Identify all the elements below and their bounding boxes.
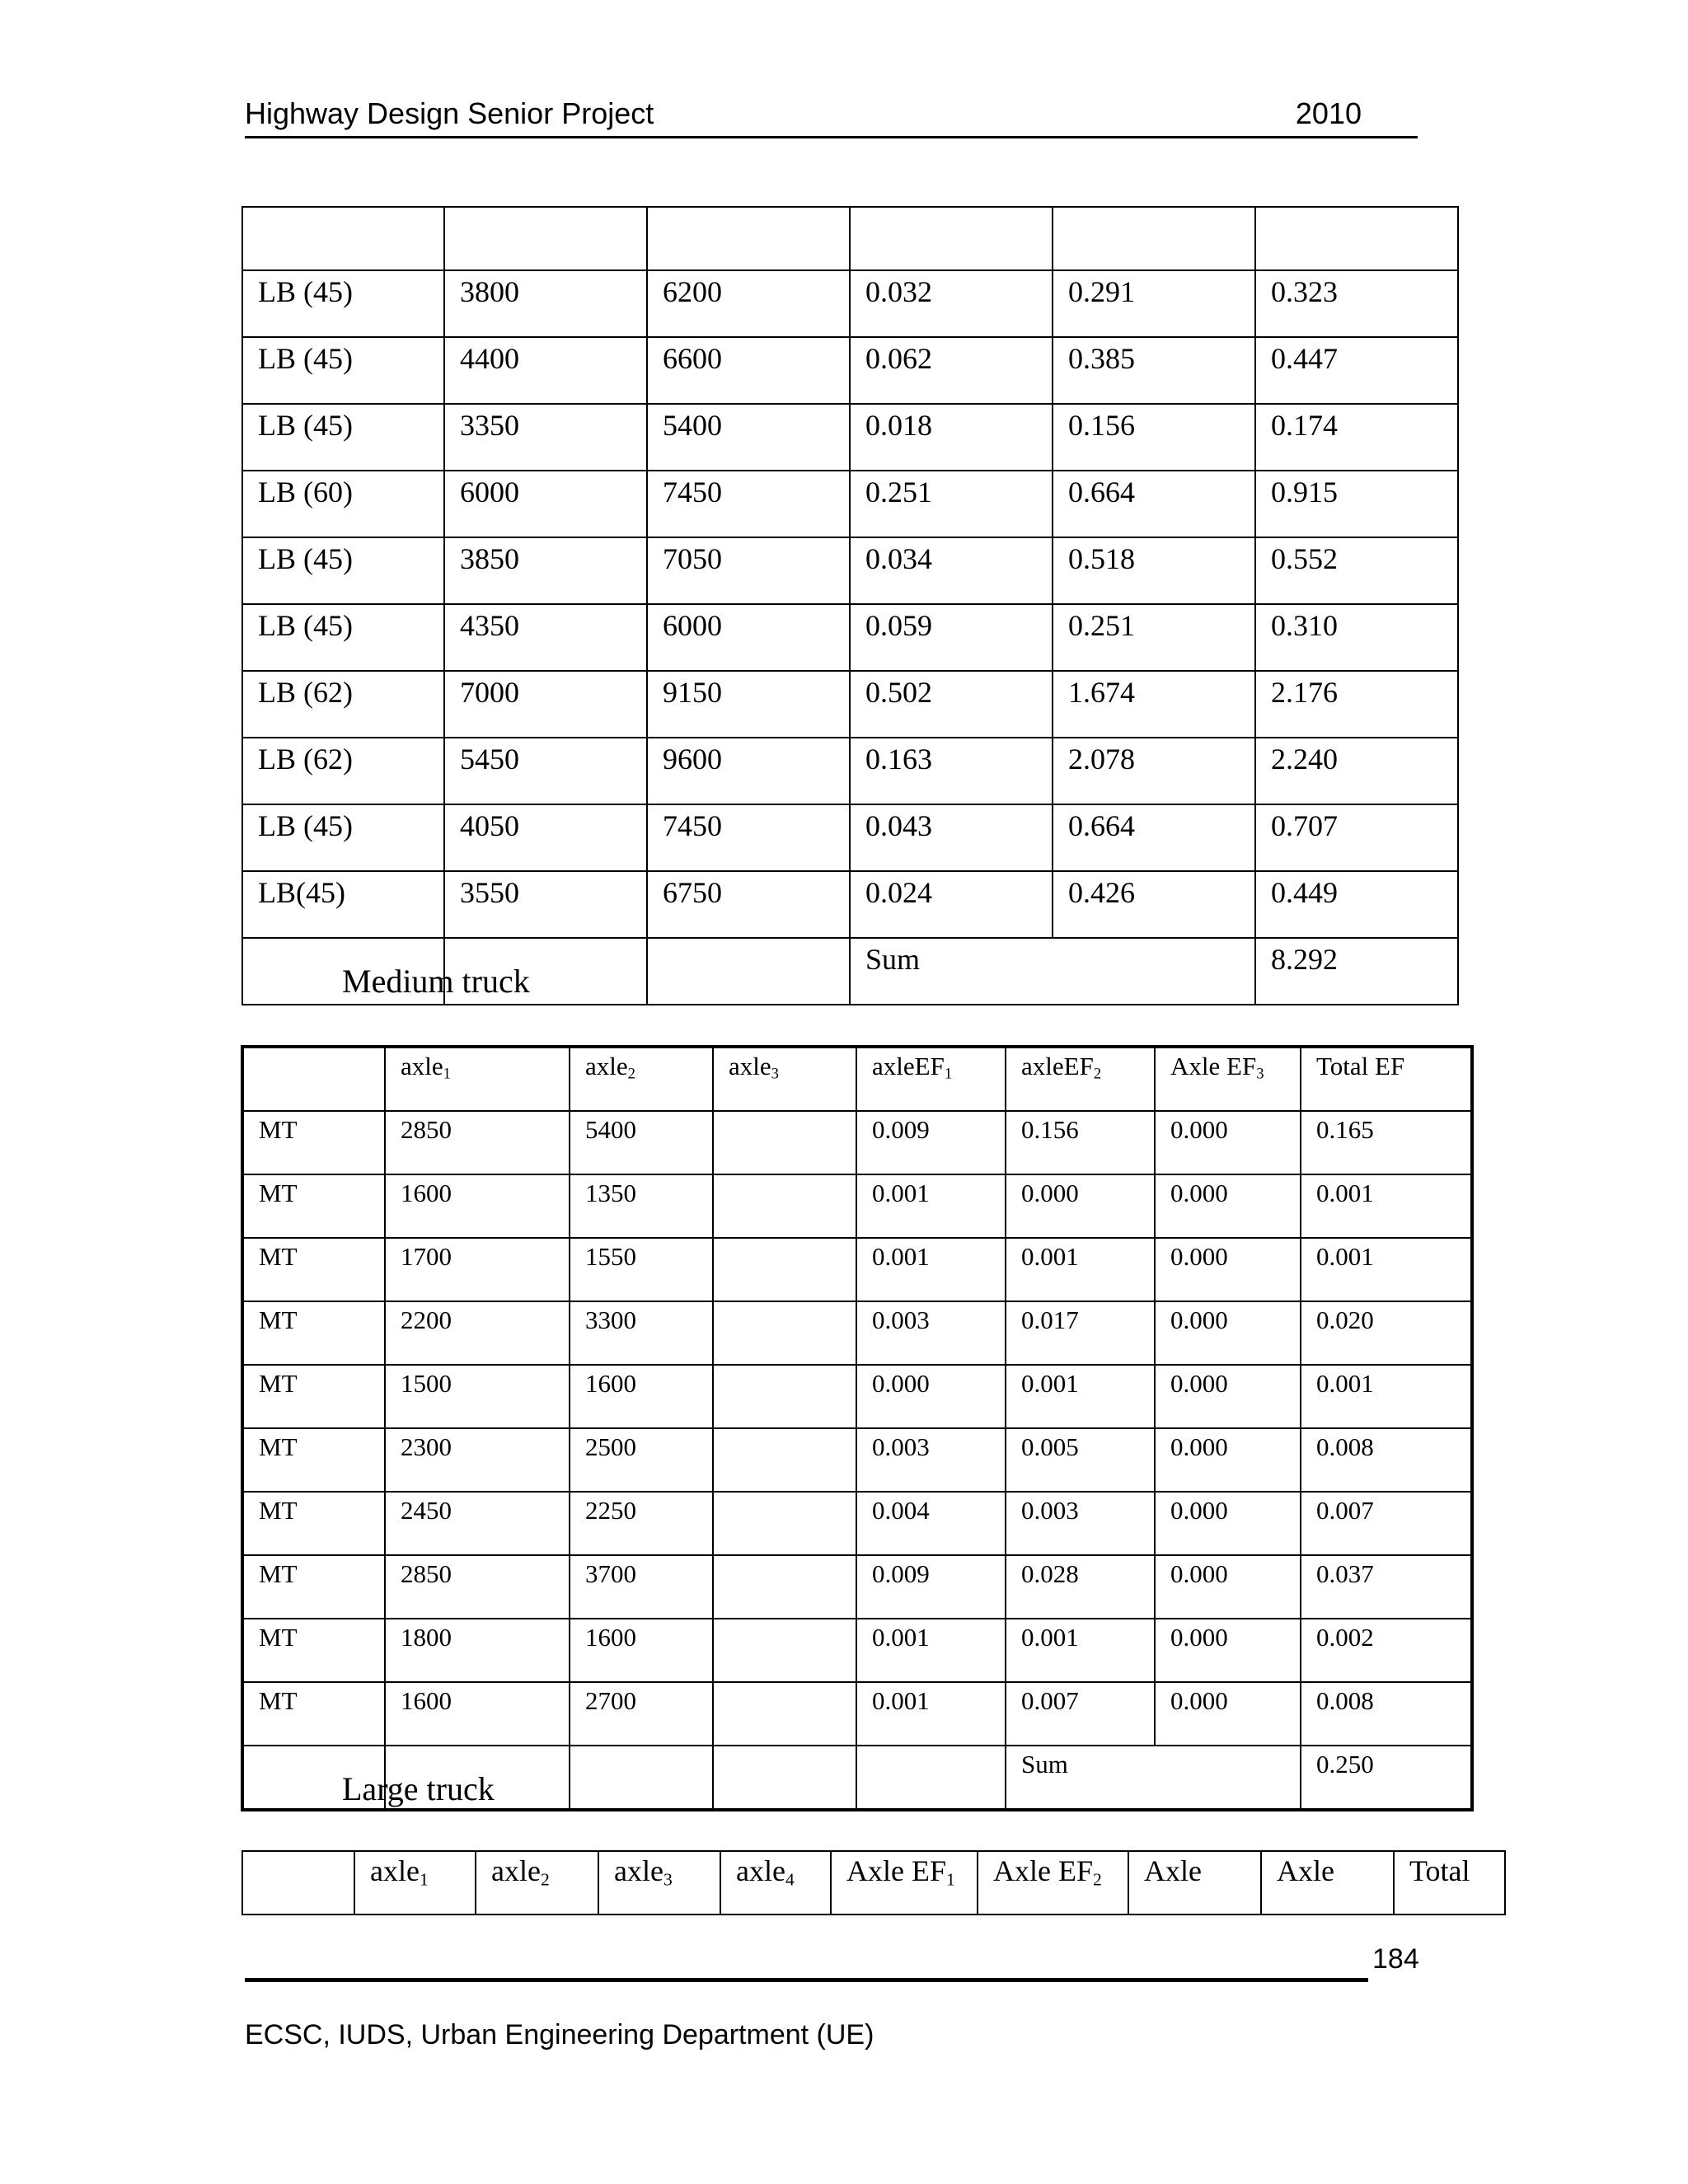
header-row — [242, 1851, 1505, 1915]
column-header-label: axle — [401, 1052, 443, 1080]
column-header-subscript: 1 — [443, 1065, 451, 1083]
table-row — [242, 604, 1458, 671]
column-header-subscript: 4 — [785, 1869, 795, 1890]
table-cell: 0.001 — [1006, 1238, 1155, 1301]
table-cell: LB (60) — [242, 471, 444, 537]
sum-label: Sum — [850, 938, 1255, 1005]
table-cell: 0.447 — [1255, 337, 1458, 404]
table-cell: 0.062 — [850, 337, 1053, 404]
column-header-subscript: 2 — [540, 1869, 550, 1890]
table-cell: LB (45) — [242, 337, 444, 404]
table-cell: MT — [242, 1301, 385, 1365]
column-header-subscript: 3 — [663, 1869, 673, 1890]
table-cell: LB (62) — [242, 738, 444, 804]
table-cell: 6000 — [647, 604, 850, 671]
header-title: Highway Design Senior Project — [245, 96, 654, 130]
table-cell: 6000 — [444, 471, 647, 537]
column-header — [1128, 1851, 1261, 1915]
column-header — [720, 1851, 831, 1915]
table-cell — [713, 1238, 856, 1301]
column-header-label: Axle EF — [993, 1854, 1093, 1887]
table-cell: 2.240 — [1255, 738, 1458, 804]
table-cell: 0.251 — [850, 471, 1053, 537]
table-cell — [713, 1746, 856, 1810]
table-cell: 0.664 — [1053, 804, 1255, 871]
table-cell: 0.251 — [1053, 604, 1255, 671]
table-cell: MT — [242, 1555, 385, 1619]
table-cell: 5400 — [647, 404, 850, 471]
table-row — [242, 1682, 1472, 1746]
page-header — [245, 95, 1418, 138]
header-year: 2010 — [1295, 96, 1362, 130]
table-cell: LB(45) — [242, 871, 444, 938]
table-row — [242, 471, 1458, 537]
column-header-subscript: 3 — [771, 1065, 779, 1083]
table-cell: 0.009 — [856, 1555, 1006, 1619]
table-cell: 0.032 — [850, 270, 1053, 337]
table-cell: 4350 — [444, 604, 647, 671]
table-row — [242, 1619, 1472, 1682]
table-cell: 0.001 — [1301, 1238, 1472, 1301]
column-header — [476, 1851, 598, 1915]
table-cell: 0.043 — [850, 804, 1053, 871]
table-cell: 2200 — [385, 1301, 570, 1365]
column-header-label: axle — [736, 1854, 785, 1887]
table-row — [242, 1174, 1472, 1238]
column-header-label: axle — [585, 1052, 628, 1080]
table-cell: 1550 — [570, 1238, 713, 1301]
table-row — [242, 1555, 1472, 1619]
column-header-subscript: 1 — [419, 1869, 429, 1890]
column-header-label: Total EF — [1316, 1052, 1405, 1080]
table-cell: LB (62) — [242, 671, 444, 738]
table-cell: 2700 — [570, 1682, 713, 1746]
column-header — [713, 1047, 856, 1111]
column-header-subscript: 2 — [1093, 1065, 1102, 1083]
table-cell: 2.078 — [1053, 738, 1255, 804]
table-cell: 0.002 — [1301, 1619, 1472, 1682]
table-cell: 0.005 — [1006, 1428, 1155, 1492]
table-cell: 2.176 — [1255, 671, 1458, 738]
table-cell: MT — [242, 1619, 385, 1682]
large-truck-caption: Large truck — [342, 1770, 495, 1807]
table-cell: 0.502 — [850, 671, 1053, 738]
table-cell: 0.001 — [856, 1174, 1006, 1238]
table-cell: 0.552 — [1255, 537, 1458, 604]
table-cell: 0.007 — [1301, 1492, 1472, 1555]
page-footer: ECSC, IUDS, Urban Engineering Department (UE) — [245, 2019, 874, 2050]
table-cell: 0.000 — [1155, 1111, 1301, 1174]
column-header-label: Total — [1409, 1854, 1470, 1887]
table-row — [242, 738, 1458, 804]
table-cell: 0.291 — [1053, 270, 1255, 337]
table-cell: 0.426 — [1053, 871, 1255, 938]
table-cell — [713, 1619, 856, 1682]
table-cell: 1350 — [570, 1174, 713, 1238]
table-cell: 2850 — [385, 1555, 570, 1619]
table-cell: 0.001 — [1006, 1365, 1155, 1428]
table-cell: 3550 — [444, 871, 647, 938]
sum-value: 8.292 — [1255, 938, 1458, 1005]
table-cell — [647, 938, 850, 1005]
column-header — [598, 1851, 720, 1915]
table-cell: 2500 — [570, 1428, 713, 1492]
table-cell: 0.017 — [1006, 1301, 1155, 1365]
table-cell: 0.000 — [856, 1365, 1006, 1428]
table-row — [242, 871, 1458, 938]
table-cell — [713, 1428, 856, 1492]
table-cell: 0.000 — [1155, 1555, 1301, 1619]
table-cell: 0.008 — [1301, 1682, 1472, 1746]
table-row — [242, 1111, 1472, 1174]
table-cell: 0.385 — [1053, 337, 1255, 404]
header-row — [242, 1047, 1472, 1111]
column-header-label: axle — [729, 1052, 771, 1080]
table-cell: 1600 — [385, 1682, 570, 1746]
table-cell: 4050 — [444, 804, 647, 871]
column-header — [978, 1851, 1128, 1915]
sum-label: Sum — [1006, 1746, 1301, 1810]
table-cell: LB (45) — [242, 604, 444, 671]
column-header-label: axleEF — [872, 1052, 945, 1080]
table-cell — [713, 1301, 856, 1365]
column-header — [354, 1851, 476, 1915]
table-cell: MT — [242, 1111, 385, 1174]
table-cell: 0.310 — [1255, 604, 1458, 671]
table-cell: 5450 — [444, 738, 647, 804]
table-cell: 0.028 — [1006, 1555, 1155, 1619]
footer-rule — [245, 1978, 1368, 1982]
table-cell: 0.156 — [1006, 1111, 1155, 1174]
table-cell: 3850 — [444, 537, 647, 604]
column-header — [1155, 1047, 1301, 1111]
table-cell: 2250 — [570, 1492, 713, 1555]
table-cell: 0.000 — [1155, 1301, 1301, 1365]
table-cell: 0.000 — [1155, 1238, 1301, 1301]
table-cell: MT — [242, 1365, 385, 1428]
table-row — [242, 1365, 1472, 1428]
table-cell: 0.664 — [1053, 471, 1255, 537]
page-number: 184 — [1372, 1943, 1419, 1975]
column-header — [570, 1047, 713, 1111]
table-cell: 0.707 — [1255, 804, 1458, 871]
column-header-subscript: 1 — [946, 1869, 955, 1890]
table-row — [242, 1301, 1472, 1365]
table-cell: 0.000 — [1155, 1428, 1301, 1492]
table-cell: LB (45) — [242, 804, 444, 871]
table-cell: MT — [242, 1238, 385, 1301]
table-cell: MT — [242, 1428, 385, 1492]
table-cell: 1.674 — [1053, 671, 1255, 738]
table-cell: 2300 — [385, 1428, 570, 1492]
table-cell: 7000 — [444, 671, 647, 738]
table-cell: MT — [242, 1492, 385, 1555]
table-cell: 0.003 — [1006, 1492, 1155, 1555]
table-cell: 1600 — [385, 1174, 570, 1238]
column-header — [1301, 1047, 1472, 1111]
table-cell: 1500 — [385, 1365, 570, 1428]
table-cell: LB (45) — [242, 404, 444, 471]
table-cell: 6200 — [647, 270, 850, 337]
table-cell: 0.518 — [1053, 537, 1255, 604]
table-row — [242, 537, 1458, 604]
table-cell: 0.000 — [1155, 1619, 1301, 1682]
table-cell: 1700 — [385, 1238, 570, 1301]
table-cell: 0.020 — [1301, 1301, 1472, 1365]
table-cell: 0.449 — [1255, 871, 1458, 938]
table-cell: 7450 — [647, 471, 850, 537]
table-cell — [570, 1746, 713, 1810]
table-cell: 3800 — [444, 270, 647, 337]
table-cell: 2850 — [385, 1111, 570, 1174]
table-cell: 0.001 — [856, 1619, 1006, 1682]
table-cell — [713, 1174, 856, 1238]
table-cell: 0.059 — [850, 604, 1053, 671]
table-cell: 0.003 — [856, 1301, 1006, 1365]
table-cell: 0.004 — [856, 1492, 1006, 1555]
column-header-label: Axle EF — [846, 1854, 946, 1887]
table-cell — [713, 1555, 856, 1619]
column-header-label: axle — [491, 1854, 541, 1887]
table-cell: 0.000 — [1006, 1174, 1155, 1238]
table-cell: 1600 — [570, 1619, 713, 1682]
table-cell: 0.037 — [1301, 1555, 1472, 1619]
column-header-label: axleEF — [1021, 1052, 1094, 1080]
table-cell: 0.174 — [1255, 404, 1458, 471]
column-header-label: Axle — [1277, 1854, 1334, 1887]
table-cell: 9600 — [647, 738, 850, 804]
table-cell: 0.001 — [856, 1682, 1006, 1746]
table-cell: 0.165 — [1301, 1111, 1472, 1174]
table-cell: 0.000 — [1155, 1492, 1301, 1555]
large-truck-table — [241, 1850, 1506, 1915]
table-cell: 4400 — [444, 337, 647, 404]
table-cell: 0.009 — [856, 1111, 1006, 1174]
table-row — [242, 1492, 1472, 1555]
table-cell: 7450 — [647, 804, 850, 871]
column-header — [385, 1047, 570, 1111]
column-header-label: axle — [370, 1854, 420, 1887]
table-cell: 0.024 — [850, 871, 1053, 938]
column-header-label: Axle — [1144, 1854, 1202, 1887]
table-cell: 1800 — [385, 1619, 570, 1682]
table-cell: 7050 — [647, 537, 850, 604]
table-cell: 5400 — [570, 1111, 713, 1174]
table-cell: 2450 — [385, 1492, 570, 1555]
column-header — [856, 1047, 1006, 1111]
table-cell: 0.001 — [856, 1238, 1006, 1301]
table-cell: 0.000 — [1155, 1365, 1301, 1428]
table-cell: 0.000 — [1155, 1682, 1301, 1746]
medium-truck-caption: Medium truck — [342, 963, 530, 1000]
light-bus-table — [241, 206, 1459, 1005]
table-cell: 0.323 — [1255, 270, 1458, 337]
table-cell: 3300 — [570, 1301, 713, 1365]
table-cell: 3350 — [444, 404, 647, 471]
medium-truck-table — [241, 1045, 1474, 1811]
table-cell: 1600 — [570, 1365, 713, 1428]
table-cell: 9150 — [647, 671, 850, 738]
column-header-subscript: 1 — [944, 1065, 953, 1083]
column-header-label: axle — [614, 1854, 663, 1887]
column-header-subscript: 2 — [1093, 1869, 1102, 1890]
table-cell: 0.001 — [1301, 1365, 1472, 1428]
table-row — [242, 404, 1458, 471]
table-cell — [713, 1492, 856, 1555]
table-cell: 0.007 — [1006, 1682, 1155, 1746]
table-row — [242, 1238, 1472, 1301]
table-cell: LB (45) — [242, 270, 444, 337]
table-cell: 6750 — [647, 871, 850, 938]
table-cell: MT — [242, 1682, 385, 1746]
column-header — [1394, 1851, 1505, 1915]
sum-value: 0.250 — [1301, 1746, 1472, 1810]
table-cell: 0.156 — [1053, 404, 1255, 471]
table-row — [242, 671, 1458, 738]
column-header — [831, 1851, 978, 1915]
column-header-label: Axle EF — [1170, 1052, 1257, 1080]
table-cell: 0.008 — [1301, 1428, 1472, 1492]
table-cell — [856, 1746, 1006, 1810]
table-cell: 0.001 — [1006, 1619, 1155, 1682]
table-cell — [713, 1365, 856, 1428]
table-cell — [713, 1111, 856, 1174]
table-cell: 3700 — [570, 1555, 713, 1619]
table-cell: MT — [242, 1174, 385, 1238]
table-cell: 0.915 — [1255, 471, 1458, 537]
table-cell — [713, 1682, 856, 1746]
table-cell: 0.001 — [1301, 1174, 1472, 1238]
table-cell: 0.034 — [850, 537, 1053, 604]
table-cell: 0.018 — [850, 404, 1053, 471]
table-cell — [242, 1851, 354, 1915]
table-cell: 6600 — [647, 337, 850, 404]
table-row — [242, 337, 1458, 404]
table-cell: 0.003 — [856, 1428, 1006, 1492]
column-header — [1261, 1851, 1394, 1915]
table-cell: 0.163 — [850, 738, 1053, 804]
table-cell: LB (45) — [242, 537, 444, 604]
table-row — [242, 1428, 1472, 1492]
column-header-subscript: 3 — [1256, 1065, 1264, 1083]
table-cell — [242, 1047, 385, 1111]
table-cell: 0.000 — [1155, 1174, 1301, 1238]
table-row — [242, 207, 1458, 270]
table-row — [242, 270, 1458, 337]
column-header — [1006, 1047, 1155, 1111]
column-header-subscript: 2 — [627, 1065, 635, 1083]
table-row — [242, 804, 1458, 871]
